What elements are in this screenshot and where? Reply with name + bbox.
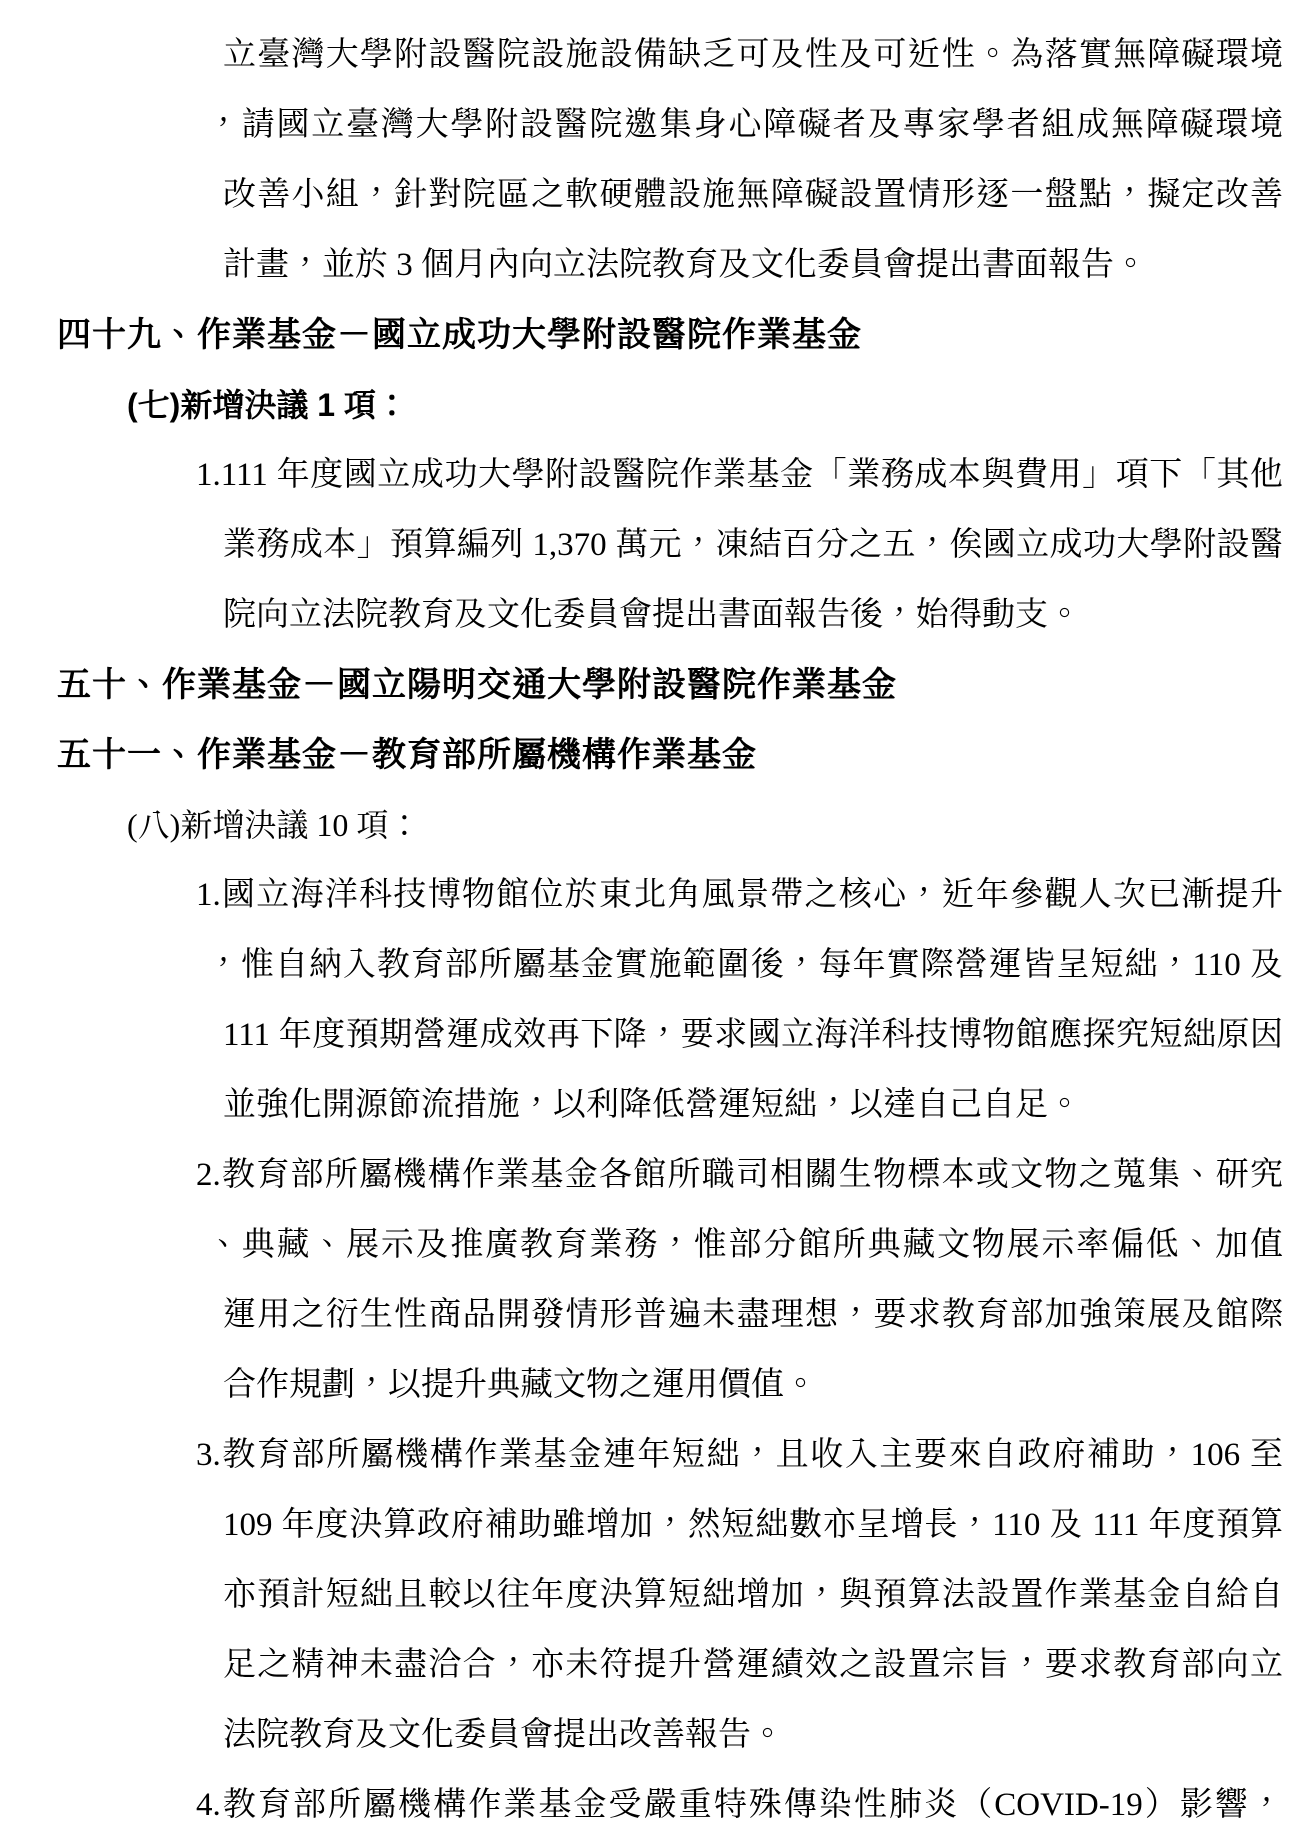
section-heading: 五十一、作業基金－教育部所屬機構作業基金 bbox=[57, 736, 757, 774]
numbered-item-line: 4.教育部所屬機構作業基金受嚴重特殊傳染性肺炎（COVID-19）影響， bbox=[196, 1787, 1283, 1823]
body-text-line: ，惟自納入教育部所屬基金實施範圍後，每年實際營運皆呈短絀，110 及 bbox=[207, 947, 1283, 983]
body-text-line: 法院教育及文化委員會提出改善報告。 bbox=[223, 1717, 784, 1753]
body-text-line: 足之精神未盡洽合，亦未符提升營運績效之設置宗旨，要求教育部向立 bbox=[223, 1647, 1283, 1683]
body-text-line: 運用之衍生性商品開發情形普遍未盡理想，要求教育部加強策展及館際 bbox=[223, 1297, 1283, 1333]
section-heading: 四十九、作業基金－國立成功大學附設醫院作業基金 bbox=[57, 316, 862, 354]
sub-heading: (八)新增決議 10 項： bbox=[127, 807, 421, 843]
numbered-item-line: 2.教育部所屬機構作業基金各館所職司相關生物標本或文物之蒐集、研究 bbox=[196, 1157, 1283, 1193]
body-text-line: 合作規劃，以提升典藏文物之運用價值。 bbox=[223, 1367, 817, 1403]
body-text-line: 、典藏、展示及推廣教育業務，惟部分館所典藏文物展示率偏低、加值 bbox=[207, 1227, 1283, 1263]
body-text-line: ，請國立臺灣大學附設醫院邀集身心障礙者及專家學者組成無障礙環境 bbox=[207, 107, 1283, 143]
body-text-line: 立臺灣大學附設醫院設施設備缺乏可及性及可近性。為落實無障礙環境 bbox=[223, 37, 1283, 73]
body-text-line: 改善小組，針對院區之軟硬體設施無障礙設置情形逐一盤點，擬定改善 bbox=[223, 177, 1283, 213]
body-text-line: 109 年度決算政府補助雖增加，然短絀數亦呈增長，110 及 111 年度預算 bbox=[223, 1507, 1283, 1543]
body-text-line: 院向立法院教育及文化委員會提出書面報告後，始得動支。 bbox=[223, 597, 1081, 633]
body-text-line: 計畫，並於 3 個月內向立法院教育及文化委員會提出書面報告。 bbox=[223, 247, 1147, 283]
document-text-block bbox=[0, 20, 1312, 1840]
body-text-line: 並強化開源節流措施，以利降低營運短絀，以達自己自足。 bbox=[223, 1087, 1081, 1123]
sub-heading: (七)新增決議 1 項： bbox=[127, 387, 408, 423]
section-heading: 五十、作業基金－國立陽明交通大學附設醫院作業基金 bbox=[57, 666, 897, 704]
numbered-item-line: 3.教育部所屬機構作業基金連年短絀，且收入主要來自政府補助，106 至 bbox=[196, 1437, 1283, 1473]
body-text-line: 業務成本」預算編列 1,370 萬元，凍結百分之五，俟國立成功大學附設醫 bbox=[223, 527, 1283, 563]
numbered-item-line: 1.111 年度國立成功大學附設醫院作業基金「業務成本與費用」項下「其他 bbox=[196, 457, 1283, 493]
numbered-item-line: 1.國立海洋科技博物館位於東北角風景帶之核心，近年參觀人次已漸提升 bbox=[196, 877, 1283, 913]
body-text-line: 111 年度預期營運成效再下降，要求國立海洋科技博物館應探究短絀原因 bbox=[223, 1017, 1283, 1053]
body-text-line: 亦預計短絀且較以往年度決算短絀增加，與預算法設置作業基金自給自 bbox=[223, 1577, 1283, 1613]
